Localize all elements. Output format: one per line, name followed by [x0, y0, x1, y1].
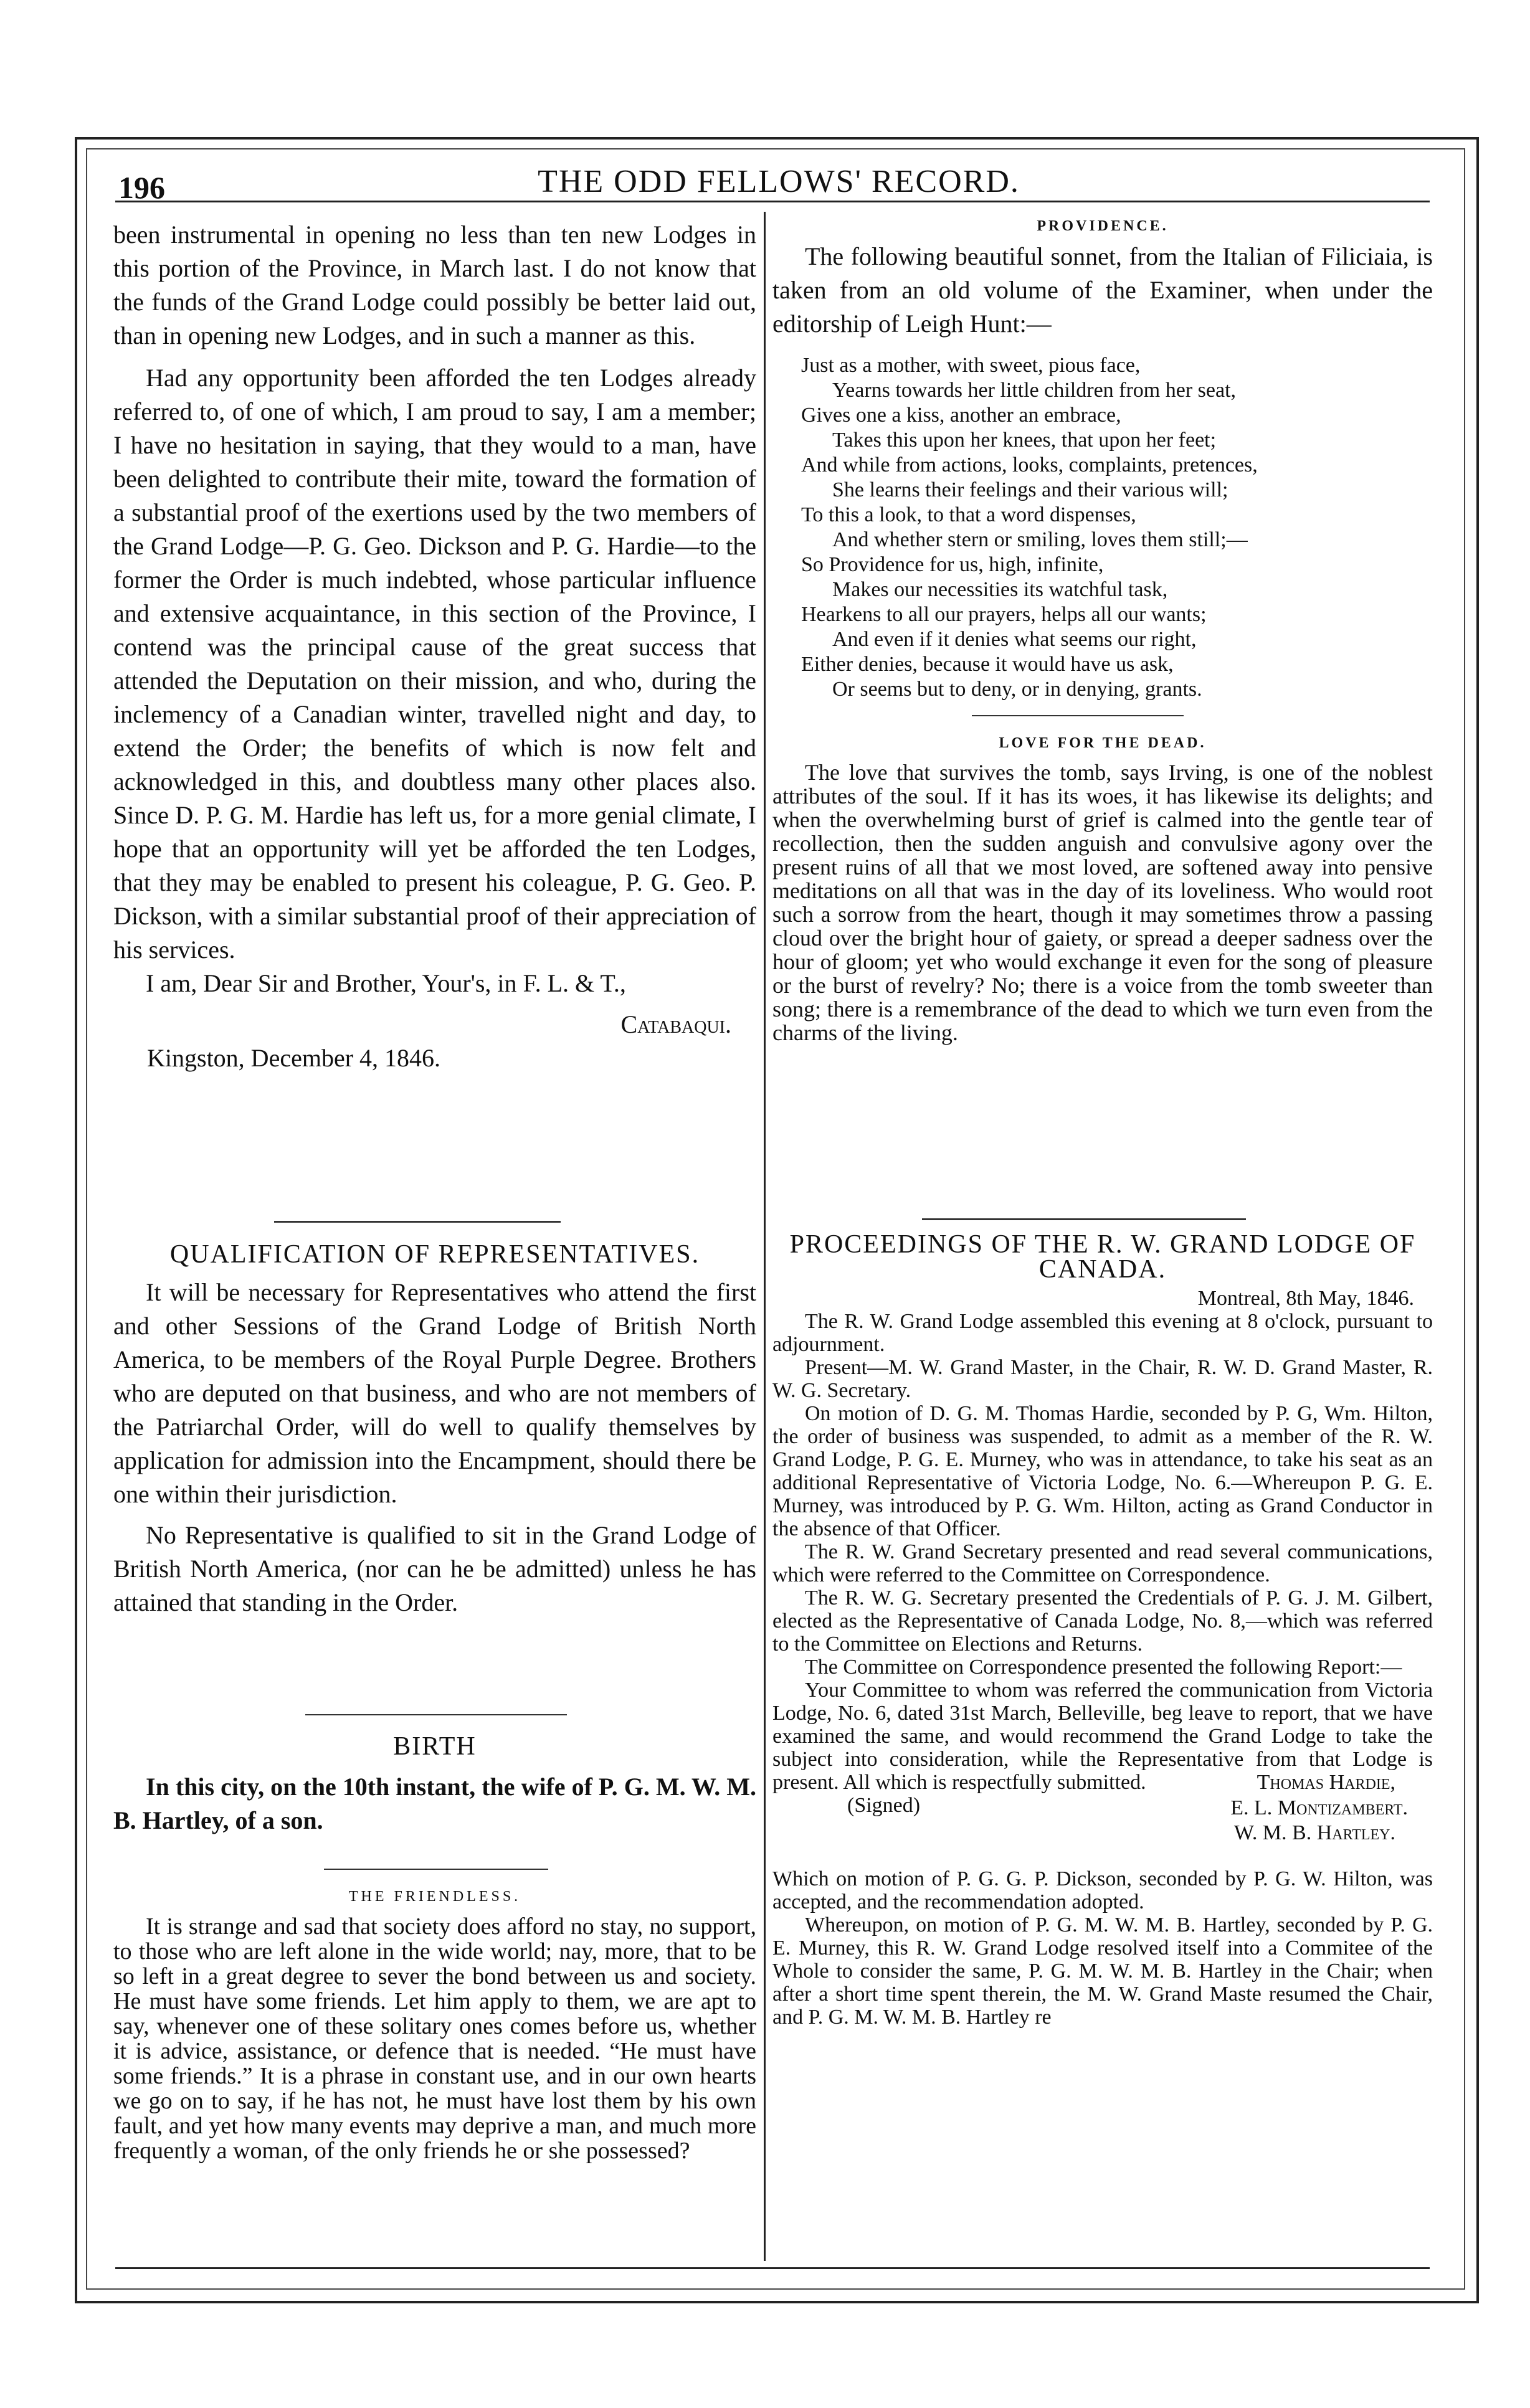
poem-line: Either denies, because it would have us ask,	[801, 653, 1174, 676]
poem-line: And whether stern or smiling, loves them still;—	[832, 528, 1248, 551]
love-paragraph: The love that survives the tomb, says Irving, is one of the noblest attributes of the soul. If it has its woes, it has likewise its delights; and when the overwhelming burst of grief is calmed into the gentle tear of recollection, then the sudden anguish and convulsive agony over the present ruins of all that we most loved, are softened away into pensive meditations on all that was in the day of its loveliness. Who would root such a sorrow from the heart, though it may sometimes throw a passing cloud over the bright hour of gaiety, or spread a deeper sadness over the hour of gloom; yet who would exchange it even for the song of pleasure or the burst of revelry? No; there is a voice from the tomb sweeter than song; there is a remembrance of the dead to which we turn even from the charms of the living.	[772, 760, 1433, 1045]
poem-line: Gives one a kiss, another an embrace,	[801, 404, 1121, 427]
proceedings-heading: PROCEEDINGS OF THE R. W. GRAND LODGE OF CANADA.	[789, 1230, 1416, 1284]
committee-report: Your Committee to whom was referred the communication from Victoria Lodge, No. 6, dated 31st March, Belleville, beg leave to report, that we have examined the same, and would recommend the Grand Lodge to take the subject into consideration, while the Representative from that Lodge is present. All which is respectfully submitted.	[772, 1679, 1433, 1794]
poem-line: So Providence for us, high, infinite,	[801, 553, 1104, 576]
proceedings-paragraph: The R. W. G. Secretary presented the Credentials of P. G. J. M. Gilbert, elected as the Representative of Canada Lodge, No. 8,—which was referred to the Committee on Elections and Returns.	[772, 1586, 1433, 1656]
letter-dateline: Kingston, December 4, 1846.	[147, 1044, 441, 1072]
section-divider	[972, 715, 1184, 716]
section-divider	[305, 1714, 567, 1715]
letter-paragraph: Had any opportunity been afforded the ten Lodges already referred to, of one of which, I am proud to say, I am a member; I have no hesitation in saying, that they would to a man, have been delighted to contribute their mite, toward the formation of a substantial proof of the exertions used by the two members of the Grand Lodge—P. G. Geo. Dickson and P. G. Hardie—to the former the Order is much indebted, whose particular influence and extensive acquaintance, in this section of the Province, I contend was the principal cause of the great success that attended the Deputation on their mission, and who, during the inclemency of a Canadian winter, travelled night and day, to extend the Order; the benefits of which is now felt and acknowledged in this, and doubtless many other places also. Since D. P. G. M. Hardie has left us, for a more genial climate, I hope that an opportunity will yet be afforded the ten Lodges, that they may be enabled to present his coleague, P. G. Geo. P. Dickson, with a similar substantial proof of their appreciation of his services.	[113, 364, 756, 964]
poem-line: Makes our necessities its watchful task,	[832, 578, 1168, 601]
birth-notice: In this city, on the 10th instant, the wife of P. G. M. W. M. B. Hartley, of a son.	[113, 1773, 756, 1834]
signatory: W. M. B. Hartley.	[1233, 1821, 1395, 1844]
providence-intro: The following beautiful sonnet, from the Italian of Filiciaia, is taken from an old volume of the Examiner, when under the editorship of Leigh Hunt:—	[772, 242, 1433, 338]
poem-line: And while from actions, looks, complaints, pretences,	[801, 453, 1258, 476]
poem-line: Takes this upon her knees, that upon her feet;	[832, 429, 1217, 452]
friendless-section	[113, 1889, 756, 2163]
section-divider	[324, 1869, 548, 1870]
proceedings-paragraph: The Committee on Correspondence presented the following Report:—	[805, 1656, 1402, 1679]
poem-line: She learns their feelings and their various will;	[832, 478, 1228, 501]
proceedings-paragraph: The R. W. Grand Lodge assembled this evening at 8 o'clock, pursuant to adjournment.	[772, 1310, 1433, 1356]
birth-section	[113, 1732, 756, 1837]
providence-heading: PROVIDENCE.	[1037, 218, 1169, 234]
header-rule	[115, 201, 1430, 202]
proceedings-section	[772, 1232, 1433, 2029]
qualification-heading: QUALIFICATION OF REPRESENTATIVES.	[169, 1240, 700, 1269]
signatory: Thomas Hardie,	[1257, 1771, 1395, 1794]
poem-line: Hearkens to all our prayers, helps all our wants;	[801, 603, 1207, 626]
letter-paragraph: been instrumental in opening no less than ten new Lodges in this portion of the Province, in March last. I do not know that the funds of the Grand Lodge could possibly be better laid out, than in opening new Lodges, and in such a manner as this.	[113, 220, 756, 349]
page-number: 196	[118, 170, 165, 205]
proceedings-paragraph: On motion of D. G. M. Thomas Hardie, seconded by P. G, Wm. Hilton, the order of business was suspended, to admit as a member of the R. W. Grand Lodge, P. G. E. Murney, who was in attendance, to take his seat as an additional Representative of Victoria Lodge, No. 6.—Whereupon P. G. E. Murney, was introduced by P. G. Wm. Hilton, acting as Grand Conductor in the absence of that Officer.	[772, 1402, 1433, 1540]
section-divider	[274, 1221, 561, 1223]
qualification-section	[113, 1240, 756, 1619]
signatures-block	[772, 1771, 1433, 1867]
birth-heading: BIRTH	[393, 1732, 477, 1761]
friendless-heading: THE FRIENDLESS.	[348, 1889, 521, 1905]
letter-signature: Catabaqui.	[620, 1010, 731, 1038]
love-section	[772, 735, 1433, 1045]
letter-closing: I am, Dear Sir and Brother, Your's, in F. L. & T.,	[146, 969, 626, 997]
proceedings-paragraph: Which on motion of P. G. G. P. Dickson, seconded by P. G. W. Hilton, was accepted, and the recommendation adopted.	[772, 1867, 1433, 1913]
proceedings-paragraph: Present—M. W. Grand Master, in the Chair, R. W. D. Grand Master, R. W. G. Secretary.	[772, 1356, 1433, 1402]
poem-line: Or seems but to deny, or in denying, grants.	[832, 678, 1202, 701]
poem-line: Yearns towards her little children from her seat,	[832, 379, 1237, 402]
qualification-paragraph: No Representative is qualified to sit in the Grand Lodge of British North America, (nor can he be admitted) unless he has attained that standing in the Order.	[113, 1521, 756, 1616]
column-rule	[764, 212, 766, 2261]
proceedings-date: Montreal, 8th May, 1846.	[1197, 1287, 1414, 1310]
footer-rule	[115, 2267, 1430, 2269]
friendless-paragraph: It is strange and sad that society does afford no stay, no support, to those who are left alone in the wide world; nay, more, that to be so left in a great degree to sever the bond between us and society. He must have some friends. Let him apply to them, we are apt to say, whenever one of these solitary ones comes before us, whether it is advice, assistance, or defence that is needed. “He must have some friends.” It is a phrase in constant use, and in our own hearts we go on to say, if he has not, he must have lost them by his own fault, and yet how many events may deprive a man, and much more frequently a woman, of the only friends he or she possessed?	[113, 1913, 756, 2164]
sonnet	[772, 353, 1433, 702]
proceedings-paragraph: Whereupon, on motion of P. G. M. W. M. B. Hartley, seconded by P. G. E. Murney, this R. W. Grand Lodge resolved itself into a Commitee of the Whole to consider the same, P. G. M. W. M. B. Hartley in the Chair; when after a short time spent therein, the M. W. Grand Maste resumed the Chair, and P. G. M. W. M. B. Hartley re	[772, 1913, 1433, 2029]
poem-line: And even if it denies what seems our right,	[832, 628, 1197, 651]
love-heading: LOVE FOR THE DEAD.	[999, 735, 1207, 751]
poem-line: Just as a mother, with sweet, pious face,	[801, 354, 1141, 377]
poem-line: To this a look, to that a word dispenses,	[801, 503, 1136, 526]
signatory: E. L. Montizambert.	[1230, 1796, 1408, 1819]
providence-section	[772, 218, 1433, 702]
letter-section	[113, 218, 756, 1075]
running-title: THE ODD FELLOWS' RECORD.	[538, 164, 1020, 199]
qualification-paragraph: It will be necessary for Representatives who attend the first and other Sessions of the Grand Lodge of British North America, to be members of the Royal Purple Degree. Brothers who are deputed on that business, and who are not members of the Patriarchal Order, will do well to qualify themselves by application for admission into the Encampment, should there be one within their jurisdiction.	[113, 1278, 756, 1508]
signed-label: (Signed)	[847, 1794, 921, 1817]
proceedings-paragraph: The R. W. Grand Secretary presented and read several communications, which were referred to the Committee on Correspondence.	[772, 1540, 1433, 1586]
section-divider	[922, 1218, 1246, 1220]
